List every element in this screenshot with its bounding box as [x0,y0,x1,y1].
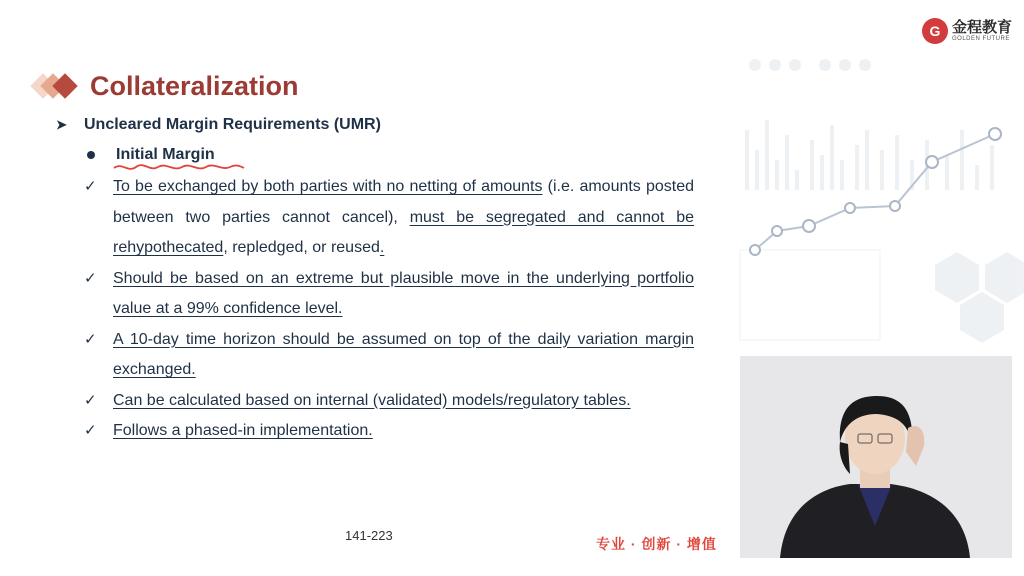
background-decoration [735,10,1024,350]
subheading [56,116,381,134]
presenter-figure [740,356,1012,558]
subheading-text: Uncleared Margin Requirements (UMR) [84,116,381,133]
check-item-text [113,325,694,386]
check-icon: ✓ [84,178,97,195]
check-item-text [113,172,694,264]
check-item [84,386,694,417]
check-icon: ✓ [84,422,97,439]
check-item-text [113,264,694,325]
check-item [84,325,694,386]
check-text-segment: To be exchanged by both parties with no netting of amounts [113,178,543,195]
check-text-segment: Follows a phased-in implementation. [113,422,373,439]
check-item [84,416,694,447]
bullet-text: Initial Margin [116,146,215,163]
slide-title: Collateralization [90,70,299,101]
check-icon: ✓ [84,391,97,409]
presenter-video [740,356,1012,558]
page-number: 141-223 [345,528,393,543]
check-text-segment: Should be based on an extreme but plausible move in the underlying portfolio value at a 99% confidence level. [113,269,694,317]
logo-english-name: GOLDEN FUTURE [952,36,1010,42]
check-icon: ✓ [84,330,97,348]
dot-icon [87,151,95,159]
check-text-segment: , repledged, or reused [223,239,380,256]
check-text-segment: Can be calculated based on internal (validated) models/regulatory tables. [113,391,631,409]
logo-chinese-name: 金程教育 [952,19,1013,36]
diamond-decoration-icon [30,68,82,104]
company-logo [922,18,1012,44]
check-text-segment: (i.e. amounts posted between two parties cannot cancel), [113,178,694,226]
title-block [30,68,299,104]
arrow-right-icon: ➤ [56,117,67,132]
check-item-text [113,416,694,447]
check-text-segment: A 10-day time horizon should be assumed on top of the daily variation margin exchanged. [113,330,694,378]
check-icon: ✓ [84,269,97,287]
slogan: 专业 · 创新 · 增值 [596,536,717,552]
check-text-segment: must be segregated and cannot be rehypothecated [113,208,694,256]
check-text-segment: . [379,239,385,256]
logo-icon: G [922,18,948,44]
check-item-text [113,386,694,417]
check-item [84,264,694,325]
check-list [84,172,694,447]
check-item [84,172,694,264]
